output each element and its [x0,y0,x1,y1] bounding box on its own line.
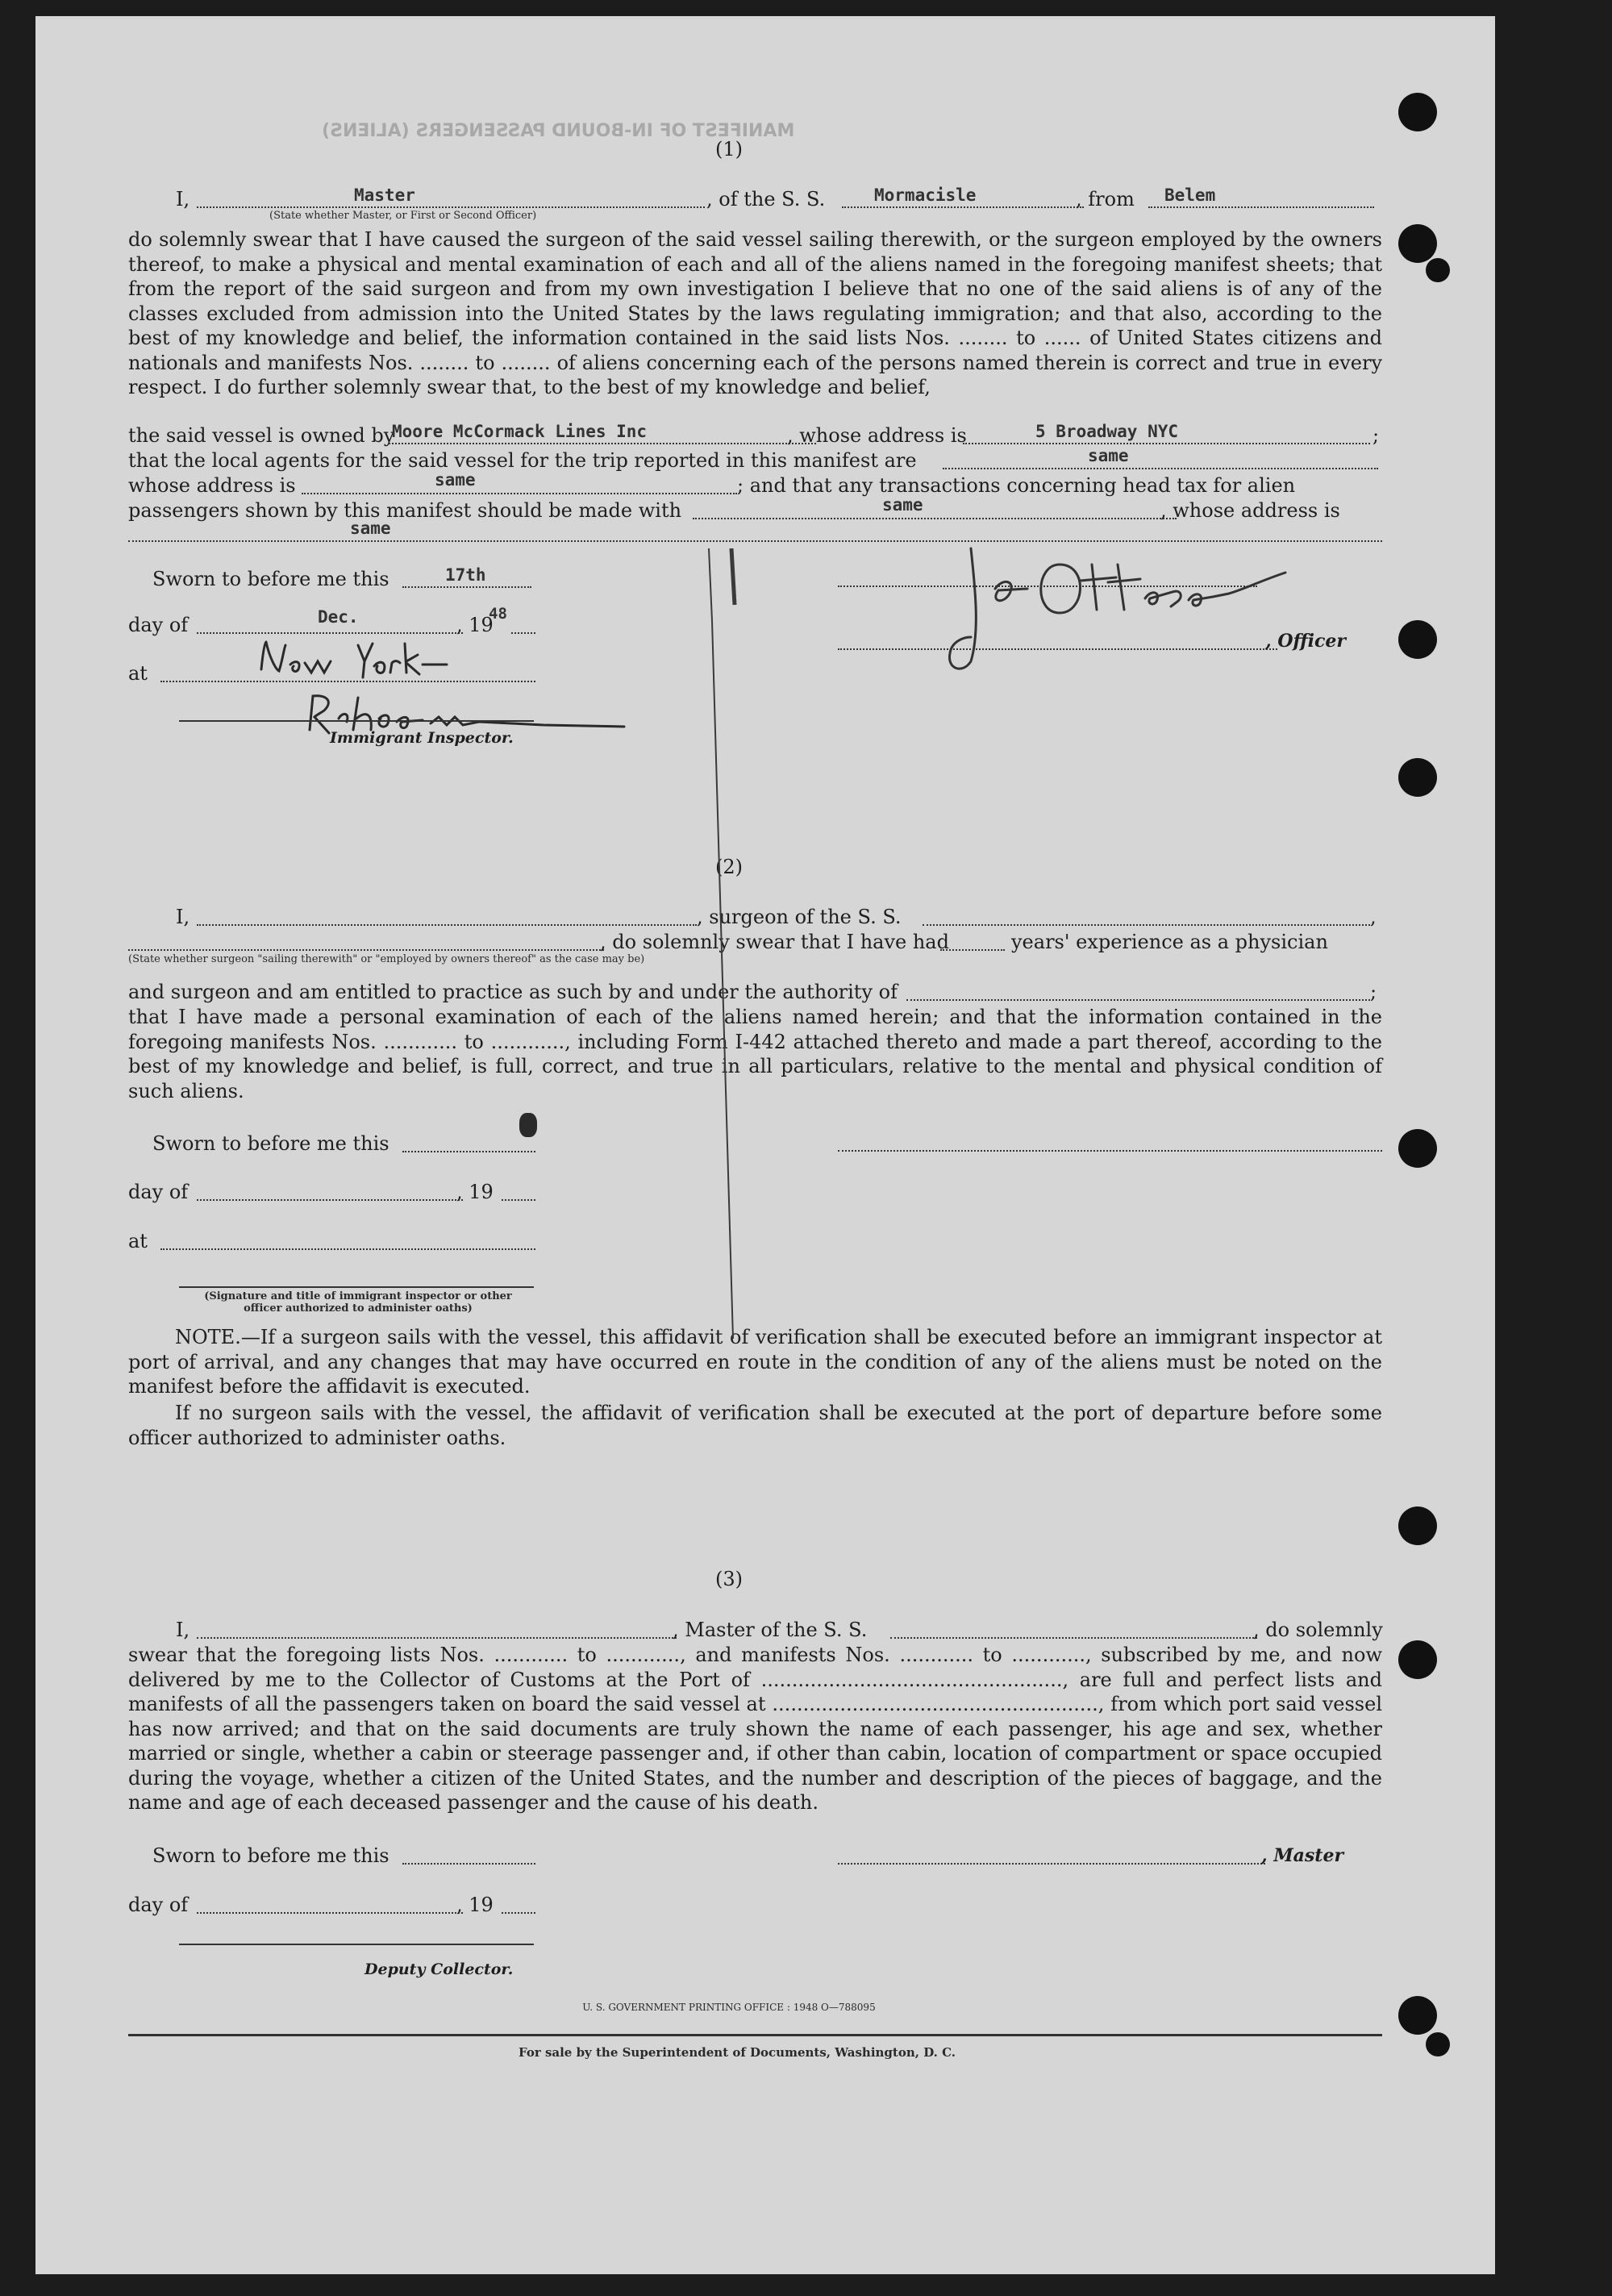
s3-master-label: , Master [1261,1845,1344,1866]
s2-hint: (State whether surgeon "sailing therewith" or "employed by owners thereof" as the case may be) [128,953,645,965]
s2-comma: , [1370,906,1377,928]
s1-semicolon: ; [1372,424,1380,447]
s1-passengers-lead: passengers shown by this manifest should be made with [128,499,682,522]
s1-i: I, [176,188,190,210]
s1-owned-lead: the said vessel is owned by [128,424,395,447]
s1-officer-line [838,648,1277,650]
s1-owner-value: Moore McCormack Lines Inc [392,422,648,441]
s1-year-line [511,632,535,634]
punch-hole [1398,1506,1437,1545]
s2-note2: If no surgeon sails with the vessel, the affidavit of verification shall be executed at the port of departure before some officer authorized to administer oaths. [128,1402,1382,1449]
s2-name-line [197,924,697,926]
s2-authority-line [906,999,1370,1001]
s3-month-line [197,1912,463,1914]
s3-sworn: Sworn to before me this [152,1844,389,1867]
s2-years-line [940,949,1005,951]
s1-whose-address-is: , whose address is [1160,499,1340,522]
s1-sworn-line [402,586,531,588]
s1-agents-lead: that the local agents for the said vessel for the trip reported in this manifest are [128,449,917,472]
punch-hole [1426,2032,1450,2056]
s2-day-of: day of [128,1181,189,1203]
s1-month-line [197,632,463,634]
s2-swear-years: , do solemnly swear that I have had [600,931,949,953]
s1-ship-value: Mormacisle [874,185,977,205]
s3-name-line [197,1637,677,1639]
section3-number: (3) [715,1568,743,1590]
s2-i: I, [176,906,190,928]
s1-agents-address: same [435,470,476,490]
s1-agents-value: same [1088,446,1129,465]
punch-hole [1398,93,1437,131]
s1-inspector-label: Immigrant Inspector. [330,729,514,747]
s3-year: , 19 [456,1894,494,1916]
sale-notice: For sale by the Superintendent of Documents, Washington, D. C. [518,2045,956,2060]
punch-hole [1398,1640,1437,1679]
s1-agents-addr-lead: whose address is [128,474,296,497]
footer-rule [128,2034,1382,2036]
s2-sig-line [179,1286,534,1288]
s2-signature-line [838,1150,1382,1152]
s1-owner-line [389,443,816,444]
s2-year-line [502,1199,535,1201]
s1-inspector-line [179,720,534,722]
s1-master-line [197,206,705,208]
s1-officer-signature [939,532,1310,677]
s1-place-handwriting [253,637,463,685]
s1-officer-label: , Officer [1265,631,1347,652]
s2-sworn-line [402,1151,535,1152]
s2-body: that I have made a personal examination of each of the aliens named herein; and that the information contained in the foregoing manifests Nos. ............ to ............, including Form I-442 attached thereto and made a part thereof, according to the best of my knowledge and belief, is full, correct, and true in all particulars, relative to the mental and physical condition of such aliens. [128,1006,1382,1102]
s3-ship-line [890,1637,1257,1639]
s1-headtax-lead: ; and that any transactions concerning head tax for alien [737,474,1296,497]
s3-deputy-line [179,1944,534,1945]
s1-headtax-address: same [350,519,391,538]
s1-master-value: Master [354,185,415,205]
s2-year: , 19 [456,1181,494,1203]
s1-from: , from [1076,188,1135,210]
s3-sworn-line [402,1863,535,1865]
s3-year-line [502,1912,535,1914]
s3-master-of: , Master of the S. S. [673,1619,868,1641]
s1-year-suffix: 48 [489,605,507,623]
s1-port-value: Belem [1164,185,1216,205]
s2-type-line [128,949,604,951]
s1-day-of: day of [128,614,189,636]
s1-ship-line [842,206,1084,208]
s1-body: do solemnly swear that I have caused the surgeon of the said vessel sailing therewith, or the surgeon employed by the owners thereof, to make a physical and mental examination of each and all of the aliens named in the foregoing manifest sheets; that from the report of the said surgeon and from my own investigation I believe that no one of the said aliens is of any of the classes excluded from admission into the United States by the laws regulating immigration; and that also, according to the best of my knowledge and belief, the information contained in the said lists Nos. ........ to ...... of United States citizens and nationals and manifests Nos. ........ to ........ of aliens concerning each of the persons named therein is correct and true in every respect. I do further solemnly swear that, to the best of my knowledge and belief, [128,228,1382,398]
punch-hole [1426,258,1450,282]
s2-note1: NOTE.—If a surgeon sails with the vessel, this affidavit of verification shall be executed before an immigrant inspector at port of arrival, and any changes that may have occurred en route in the condition of any of the aliens must be noted on the manifest before the affidavit is executed. [128,1326,1382,1398]
s1-owner-address-line [963,443,1370,444]
s1-agents-line [943,468,1378,469]
s2-sig-hint: (Signature and title of immigrant inspector or other officer authorized to administer oaths) [204,1290,512,1315]
s2-at-line [160,1248,535,1250]
s1-of-ss: , of the S. S. [706,188,826,210]
s3-deputy-label: Deputy Collector. [364,1961,514,1978]
s2-semicolon: ; [1370,981,1377,1003]
document-page [35,16,1495,2274]
s3-i: I, [176,1619,190,1641]
punch-hole [1398,1129,1437,1168]
reverse-bleed-text: MANIFEST OF IN-BOUND PASSENGERS (ALIENS) [322,121,795,141]
s2-years-exp: years' experience as a physician [1011,931,1328,953]
s1-year-prefix: , 19 [456,614,494,636]
s1-sworn: Sworn to before me this [152,568,389,590]
punch-hole [1398,758,1437,797]
s2-surgeon-of: , surgeon of the S. S. [697,906,902,928]
punch-hole [1398,224,1437,263]
s2-sworn: Sworn to before me this [152,1132,389,1155]
ink-blot [519,1113,537,1137]
s3-body: swear that the foregoing lists Nos. ............ to ............, and manifests Nos. ............ to ............, subscribed by me, and now delivered by me to the Collector of Customs at the Port of ................................................., are full and perfect lists and manifests of all the passengers taken on board the said vessel at ....................................................., from which port said vessel has now arrived; and that on the said documents are truly shown the name of each passenger, his age and sex, whether married or single, whether a cabin or steerage passenger and, if other than cabin, location of compartment or space occupied during the voyage, whether a citizen of the United States, and the number and description of the pieces of baggage, and the name and age of each deceased passenger and the cause of his death. [128,1644,1382,1814]
s1-port-line [1148,206,1374,208]
s3-master-line [838,1863,1265,1865]
s1-at: at [128,662,148,685]
vertical-pen-mark [701,548,765,1387]
s1-sworn-day: 17th [445,565,486,585]
s2-at: at [128,1230,148,1252]
s2-ship-line [923,924,1370,926]
s1-headtax-line [693,518,1177,519]
s1-owner-address: 5 Broadway NYC [1035,422,1179,441]
s1-month: Dec. [318,607,359,627]
s2-authority: and surgeon and am entitled to practice as such by and under the authority of [128,981,898,1003]
s3-solemnly: , do solemnly [1253,1619,1383,1641]
s1-headtax-with: same [882,495,923,515]
s3-day-of: day of [128,1894,189,1916]
s2-month-line [197,1199,463,1201]
section1-number: (1) [715,138,743,160]
s1-agents-addr-line [302,493,737,494]
punch-hole [1398,620,1437,659]
s1-master-hint: (State whether Master, or First or Second Officer) [269,210,537,222]
punch-hole [1398,1996,1437,2035]
s1-whose-address: , whose address is [787,424,967,447]
section2-number: (2) [715,856,743,878]
gpo-imprint: U. S. GOVERNMENT PRINTING OFFICE : 1948 O—788095 [582,2002,876,2013]
